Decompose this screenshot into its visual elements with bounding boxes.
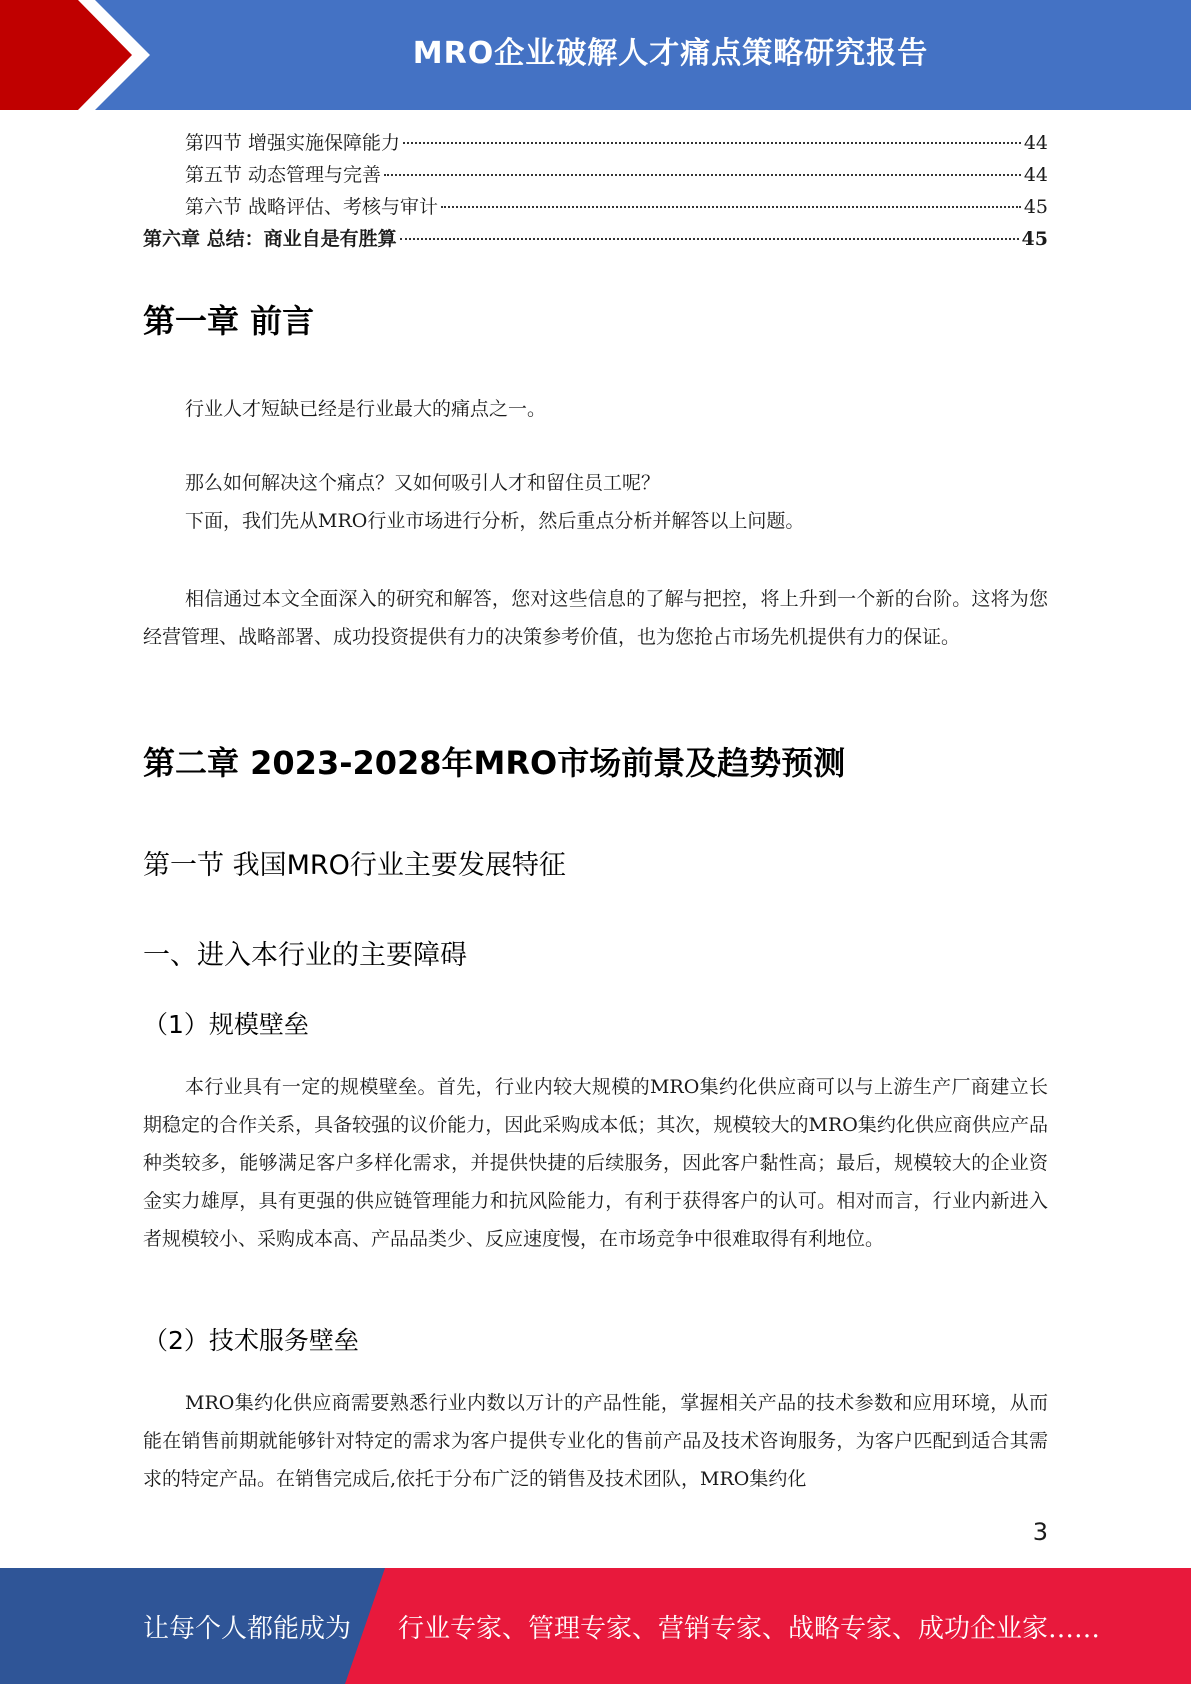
section-heading: 第一节 我国MRO行业主要发展特征 <box>143 850 566 881</box>
paragraph: MRO集约化供应商需要熟悉行业内数以万计的产品性能，掌握相关产品的技术参数和应用环境，从而能在销售前期就能够针对特定的需求为客户提供专业化的售前产品及技术咨询服务，为客户匹配到适合其需求的特定产品。在销售完成后,依托于分布广泛的销售及技术团队，MRO集约化 <box>143 1392 1048 1490</box>
page-number: 3 <box>1032 1518 1048 1546</box>
toc-entry-page: 44 <box>1023 164 1048 186</box>
toc-entry[interactable] <box>143 224 1048 256</box>
toc-entry-page: 44 <box>1023 132 1048 154</box>
toc-leader-dots <box>384 174 1021 176</box>
toc-leader-dots <box>400 238 1019 240</box>
toc-entry-page: 45 <box>1023 196 1048 218</box>
paragraph: 下面，我们先从MRO行业市场进行分析，然后重点分析并解答以上问题。 <box>185 510 805 532</box>
toc-leader-dots <box>403 142 1021 144</box>
paragraph: 相信通过本文全面深入的研究和解答，您对这些信息的了解与把控，将上升到一个新的台阶。这将为您经营管理、战略部署、成功投资提供有力的决策参考价值，也为您抢占市场先机提供有力的保证。 <box>143 588 1048 648</box>
toc-entry-label: 第四节 增强实施保障能力 <box>185 132 401 154</box>
toc-entry[interactable] <box>143 160 1048 192</box>
footer-slogan-right: 行业专家、管理专家、营销专家、战略专家、成功企业家…… <box>398 1613 1101 1644</box>
item-heading: （1）规模壁垒 <box>143 1010 309 1039</box>
toc-entry-page: 45 <box>1021 228 1048 250</box>
toc-entry-label: 第六章 总结：商业自是有胜算 <box>143 228 397 250</box>
toc-entry[interactable] <box>143 192 1048 224</box>
paragraph: 那么如何解决这个痛点？又如何吸引人才和留住员工呢？ <box>185 472 661 494</box>
report-title: MRO企业破解人才痛点策略研究报告 <box>412 36 929 71</box>
toc-entry[interactable] <box>143 128 1048 160</box>
page-header <box>0 0 1191 110</box>
table-of-contents <box>143 128 1048 256</box>
subsection-heading: 一、进入本行业的主要障碍 <box>143 940 467 971</box>
toc-leader-dots <box>441 206 1021 208</box>
toc-entry-label: 第五节 动态管理与完善 <box>185 164 382 186</box>
paragraph: 行业人才短缺已经是行业最大的痛点之一。 <box>185 398 547 420</box>
chapter-heading: 第二章 2023-2028年MRO市场前景及趋势预测 <box>143 744 846 782</box>
chapter-heading: 第一章 前言 <box>143 302 315 340</box>
toc-entry-label: 第六节 战略评估、考核与审计 <box>185 196 439 218</box>
page-footer <box>0 1568 1191 1684</box>
footer-slogan-left: 让每个人都能成为 <box>143 1613 352 1644</box>
item-heading: （2）技术服务壁垒 <box>143 1326 359 1355</box>
paragraph: 本行业具有一定的规模壁垒。首先，行业内较大规模的MRO集约化供应商可以与上游生产厂商建立长期稳定的合作关系，具备较强的议价能力，因此采购成本低；其次，规模较大的MRO集约化供应商供应产品种类较多，能够满足客户多样化需求，并提供快捷的后续服务，因此客户黏性高；最后，规模较大的企业资金实力雄厚，具有更强的供应链管理能力和抗风险能力，有利于获得客户的认可。相对而言，行业内新进入者规模较小、采购成本高、产品品类少、反应速度慢，在市场竞争中很难取得有利地位。 <box>143 1076 1048 1250</box>
